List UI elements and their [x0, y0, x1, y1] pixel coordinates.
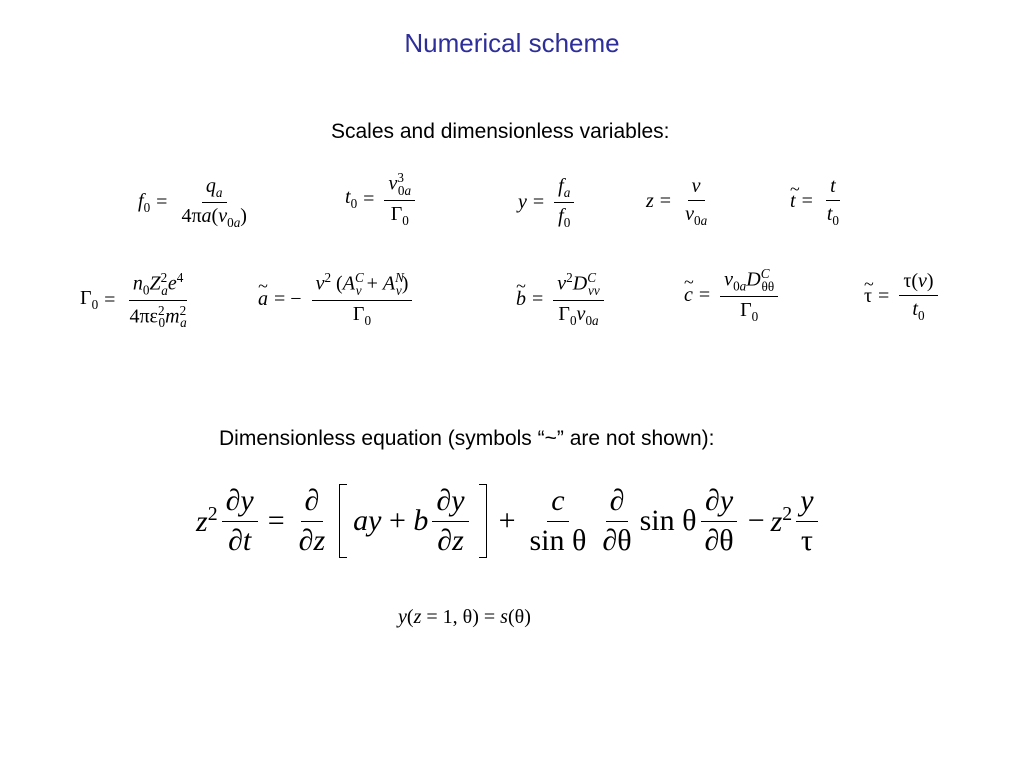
slide-title: Numerical scheme [404, 28, 620, 58]
eq-f0: $f_0$ = $\frac{q_a}{4\pi a(v_{0a})}$ [138, 175, 247, 231]
eq-y: y = $\frac{f_a}{f_0}$ [518, 175, 578, 230]
boundary-condition: y(z = 1, θ) = s(θ) [398, 606, 531, 628]
right-bracket [479, 484, 487, 558]
eq-tau-tilde: ~ τ = $\frac{\tau(v)}{t_0}$ [864, 270, 942, 323]
eq-t0: $t_0$ = $\frac{v^3_{0a}}{\Gamma_0}$ [345, 170, 419, 228]
eq-c-tilde: ~ c = $\frac{v_{0a}D^C_{\theta\theta}}{\Gamma_0}$ [684, 266, 782, 324]
eq-b-tilde: ~ b = $\frac{v^2D^C_{vv}}{\Gamma_0v_{0a}}$ [516, 270, 608, 328]
eq-gamma0: $\Gamma_0$ = $\frac{n_0Z^2_ae^4}{4\pi\varepsilon^2_0m^2_a}$ [80, 270, 187, 331]
scales-heading: Scales and dimensionless variables: [331, 120, 670, 143]
eq-a-tilde: ~ a = − $\frac{v^2 (A^C_v + A^N_v)}{\Gamma_0}$ [258, 270, 416, 328]
eq-t-tilde: ~ t = $\frac{t}{t_0}$ [790, 175, 847, 228]
main-equation: $z^2$ $\frac{\partial y}{\partial t}$ = $\frac{\partial}{\partial z}$ ay + b $\frac{\partial y}{\partial z}$ + $\frac{c}{\text{sin θ}}$ $\frac{\partial}{\partial\theta}$ sin θ $\frac{\partial y}{\partial\theta}$ − $z^2$ $\frac{y}{\tau}$ [196, 484, 822, 558]
eq-z: z = $\frac{v}{v_{0a}}$ [646, 175, 708, 228]
equation-heading: Dimensionless equation (symbols “~” are not shown): [219, 427, 715, 450]
left-bracket [339, 484, 347, 558]
